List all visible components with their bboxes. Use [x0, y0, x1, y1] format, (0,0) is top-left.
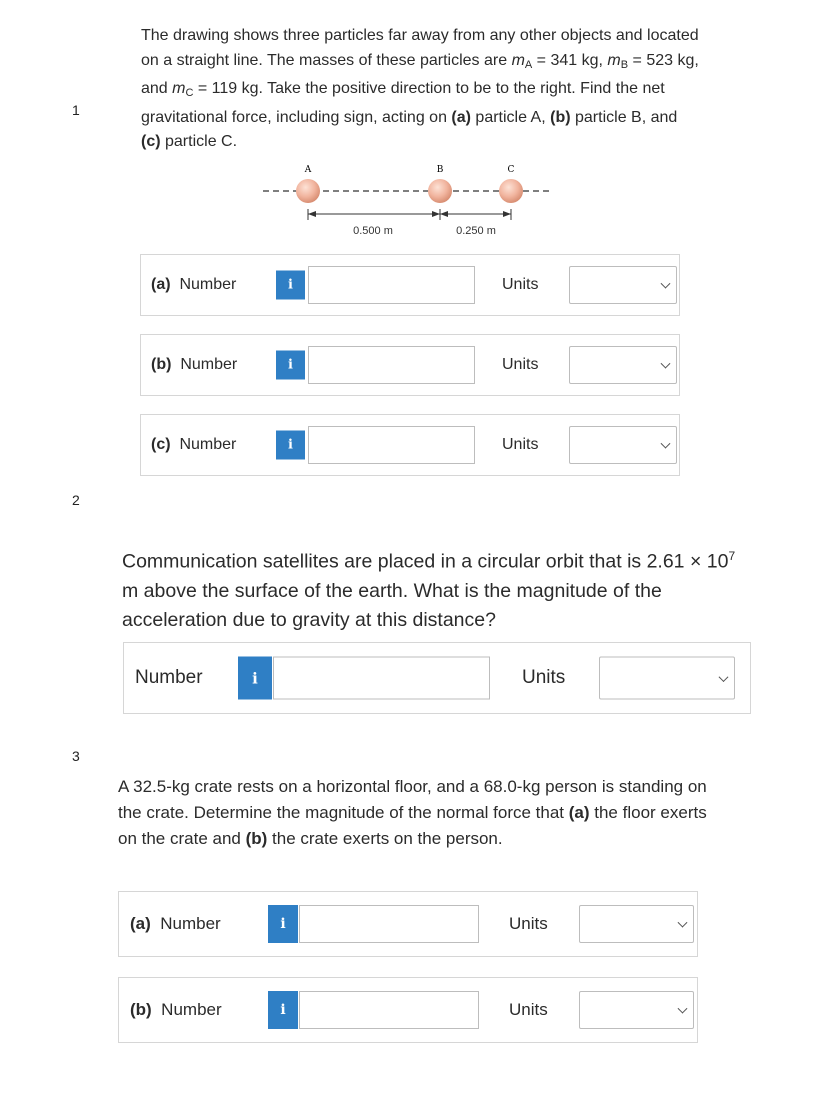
units-label: Units	[502, 276, 539, 293]
number-label: Number	[135, 667, 203, 688]
info-icon[interactable]: i	[276, 271, 305, 300]
info-icon[interactable]: i	[276, 431, 305, 460]
units-select[interactable]	[569, 426, 677, 464]
number-input[interactable]	[299, 905, 479, 943]
units-label: Units	[509, 1000, 548, 1019]
answer-row-2	[123, 642, 751, 714]
answer-row-3b	[118, 977, 698, 1043]
part-label: (c) Number	[151, 436, 237, 453]
number-input[interactable]	[299, 991, 479, 1029]
answer-row-1b	[140, 334, 680, 396]
units-label: Units	[509, 914, 548, 933]
answer-row-1a	[140, 254, 680, 316]
question-number-1: 1	[72, 102, 80, 118]
question-number-3: 3	[72, 748, 80, 764]
units-select[interactable]	[579, 991, 694, 1029]
particle-c	[499, 179, 523, 203]
units-select[interactable]	[579, 905, 694, 943]
label-c: C	[507, 165, 515, 175]
chevron-down-icon	[661, 439, 671, 449]
number-input[interactable]	[273, 657, 490, 700]
chevron-down-icon	[661, 359, 671, 369]
part-label: (a) Number	[130, 914, 221, 933]
units-label: Units	[522, 667, 566, 688]
info-icon[interactable]: i	[268, 905, 298, 943]
particle-b	[428, 179, 452, 203]
answer-row-3a	[118, 891, 698, 957]
question-1-text: The drawing shows three particles far away from any other objects and located on a straight line. The masses of these particles are $m_A = 341$ kg, $m_B = 523$ kg, and $m_C = 119$ kg. Take the positive direction to be to the right. Find the net gravitational force, including sign, acting on (a) particle A, (b) particle B, and (c) particle C.	[141, 27, 699, 150]
distance-ab: 0.500 m	[353, 225, 393, 237]
chevron-down-icon	[661, 279, 671, 289]
units-select[interactable]	[599, 657, 735, 700]
question-number-2: 2	[72, 492, 80, 508]
info-icon[interactable]: i	[238, 657, 272, 700]
distance-bc: 0.250 m	[456, 225, 496, 237]
units-select[interactable]	[569, 346, 677, 384]
part-label: (a) Number	[151, 276, 237, 293]
units-label: Units	[502, 436, 539, 453]
part-label: (b) Number	[151, 356, 238, 373]
number-input[interactable]	[308, 346, 475, 384]
chevron-down-icon	[719, 672, 729, 682]
particles-diagram	[255, 158, 555, 246]
particle-a	[296, 179, 320, 203]
question-3-text: A 32.5-kg crate rests on a horizontal floor, and a 68.0-kg person is standing on the crate. Determine the magnitude of the normal force that (a) the floor exerts on the crate and (b) the crate exerts on the person.	[118, 777, 707, 848]
units-label: Units	[502, 356, 539, 373]
label-a: A	[304, 165, 312, 175]
question-2-text: Communication satellites are placed in a circular orbit that is $2.61 \times 10^7$ m above the surface of the earth. What is the magnitude of the acceleration due to gravity at this distance?	[122, 549, 736, 631]
number-input[interactable]	[308, 266, 475, 304]
label-b: B	[436, 165, 444, 175]
units-select[interactable]	[569, 266, 677, 304]
chevron-down-icon	[678, 918, 688, 928]
chevron-down-icon	[678, 1004, 688, 1014]
info-icon[interactable]: i	[276, 351, 305, 380]
answer-row-1c	[140, 414, 680, 476]
info-icon[interactable]: i	[268, 991, 298, 1029]
part-label: (b) Number	[130, 1000, 222, 1019]
number-input[interactable]	[308, 426, 475, 464]
